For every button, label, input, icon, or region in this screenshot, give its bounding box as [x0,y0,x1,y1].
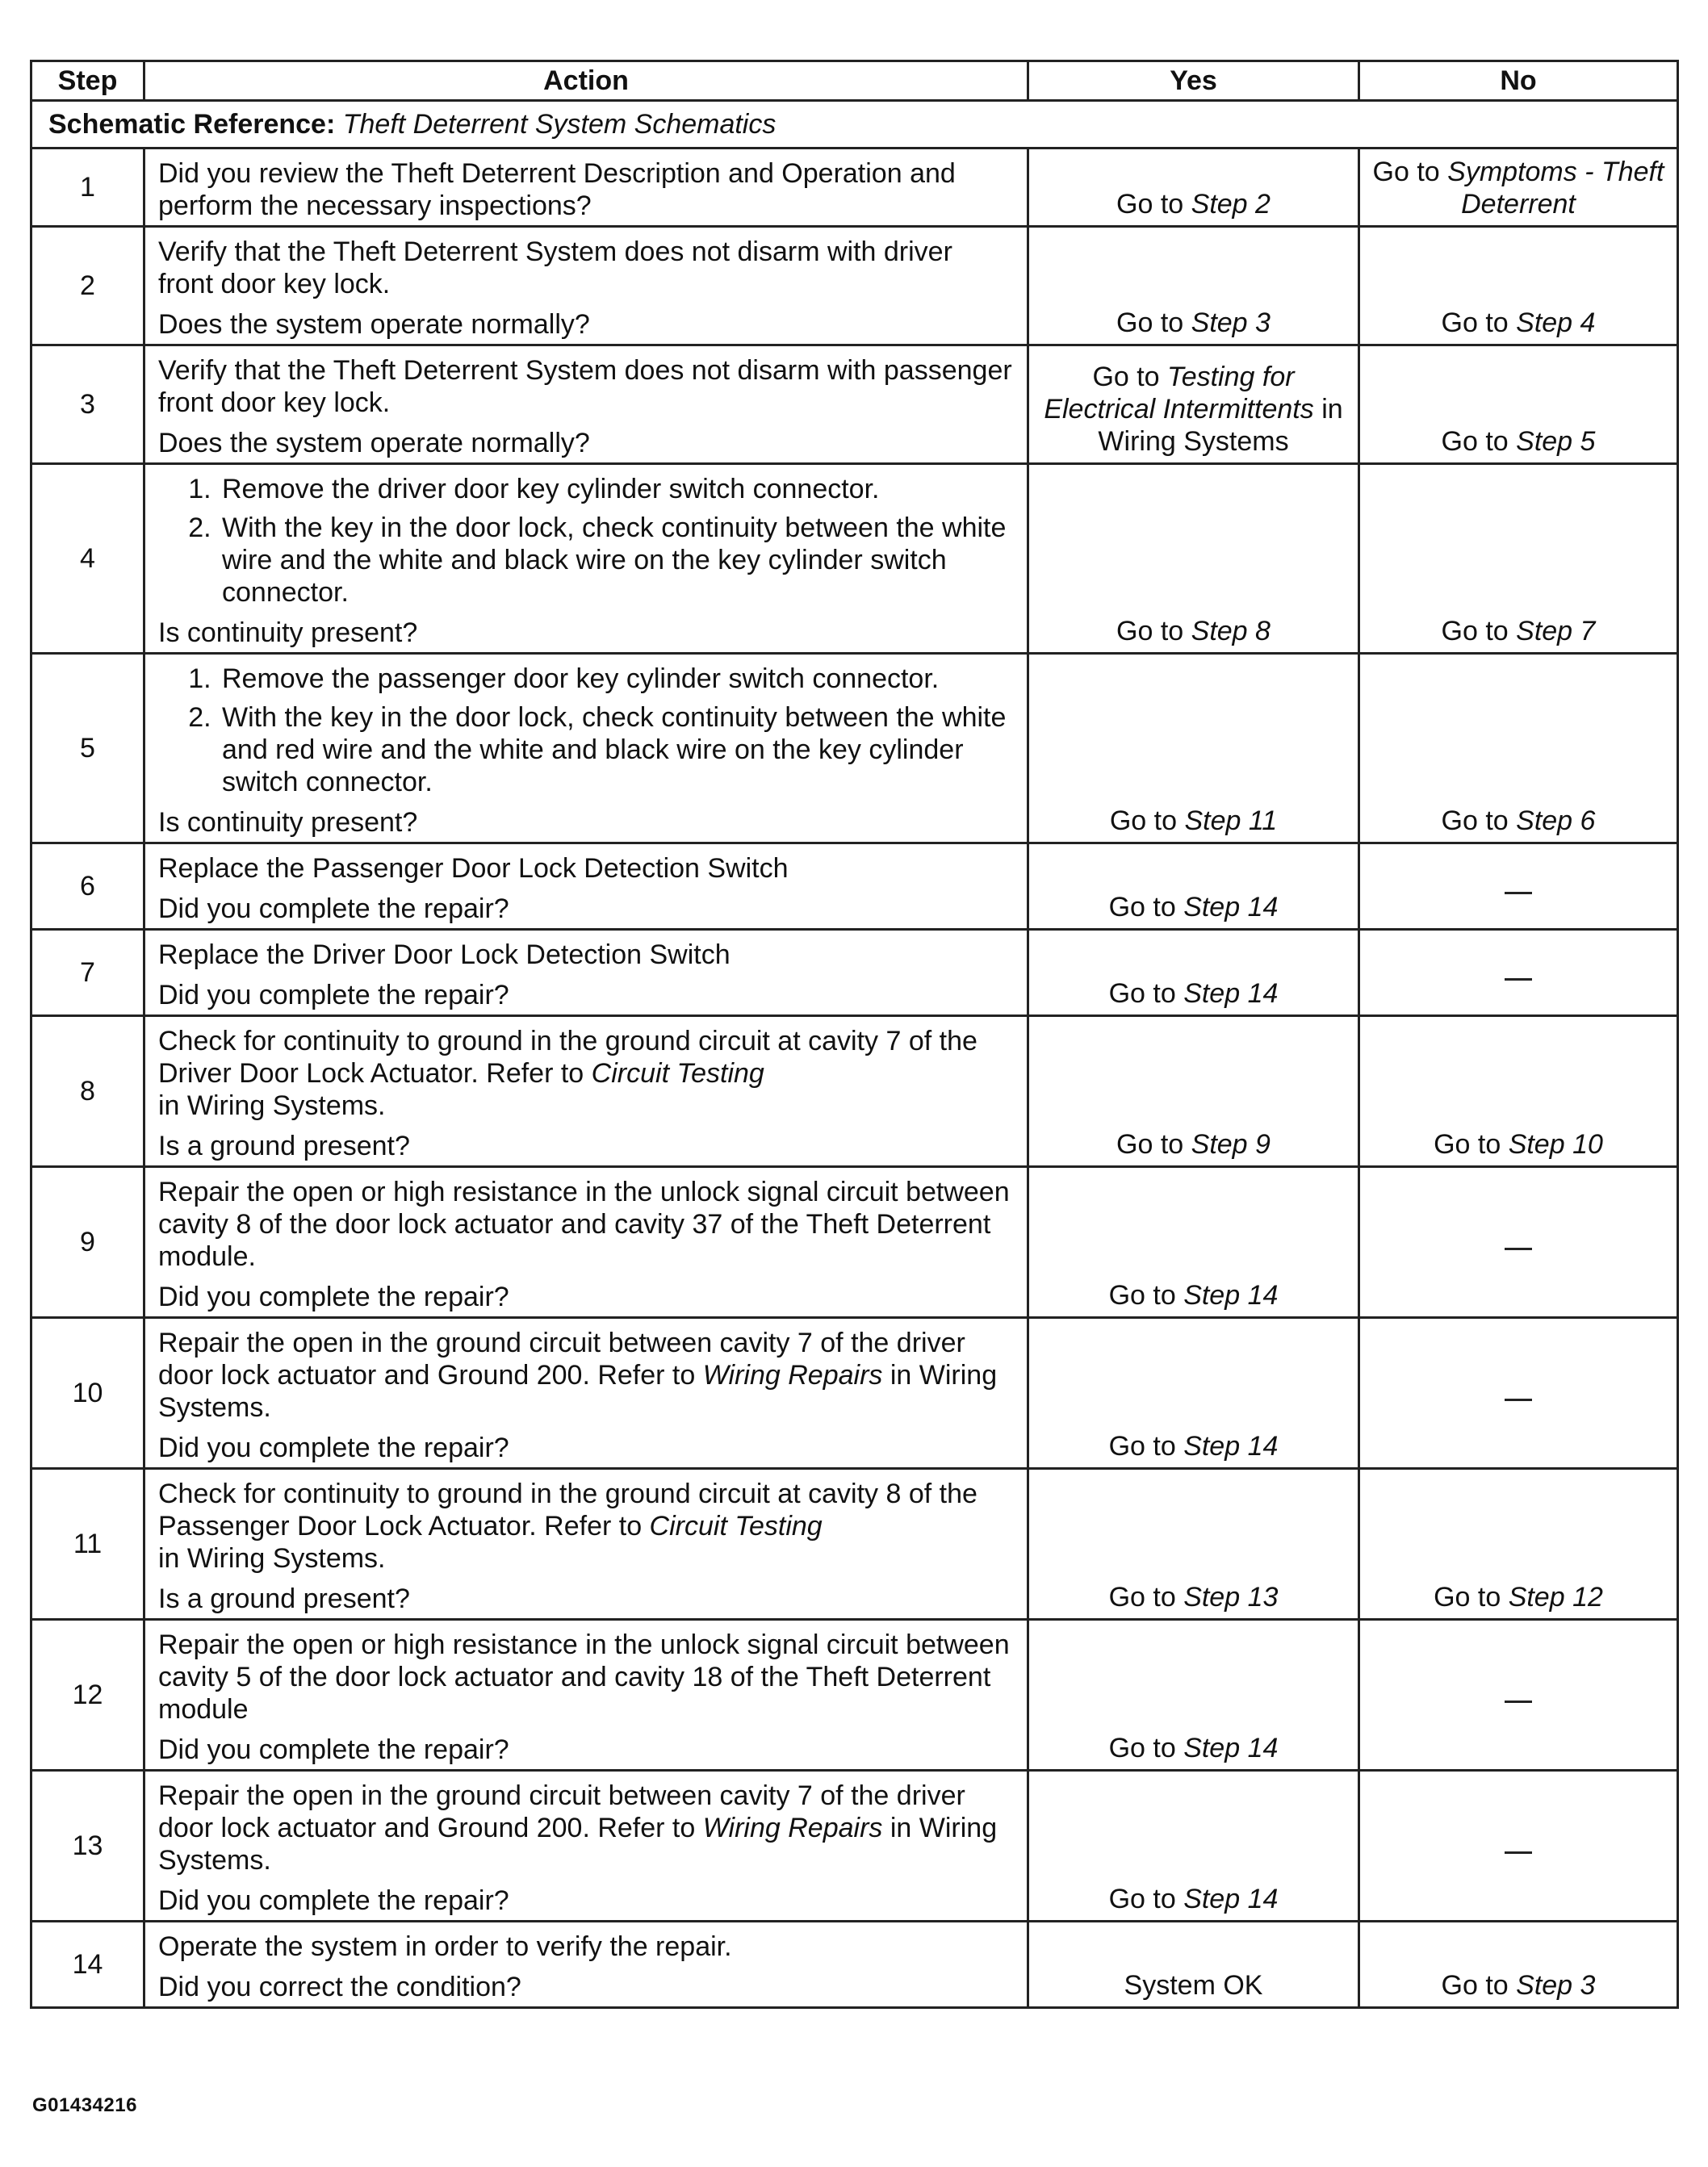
no-result: Go to Symptoms - Theft Deterrent [1359,149,1678,227]
yes-result: Go to Step 14 [1028,1318,1359,1469]
table-row [31,1016,1678,1167]
header-yes: Yes [1028,61,1359,101]
not-applicable-dash [1505,1851,1532,1854]
table-row [31,464,1678,654]
no-result: Go to Step 6 [1359,654,1678,843]
no-result: Go to Step 3 [1359,1922,1678,2008]
table-row [31,1167,1678,1318]
action-text: 1. Remove the passenger door key cylinder switch connector. 2. With the key in the door lock, check continuity between the white and red wire and the white and black wire on the key cylinder switch connector. Is continuity present? [144,654,1028,843]
yes-result: Go to Step 11 [1028,654,1359,843]
not-applicable-dash [1505,1399,1532,1401]
header-step: Step [31,61,144,101]
action-text: Verify that the Theft Deterrent System does not disarm with passenger front door key lock. Does the system operate normally? [144,345,1028,464]
yes-result: Go to Step 14 [1028,1771,1359,1922]
schematic-reference-label: Schematic Reference: [48,109,336,140]
step-number: 5 [31,654,144,843]
table-row [31,1620,1678,1771]
action-text: 1. Remove the driver door key cylinder switch connector. 2. With the key in the door lock, check continuity between the white wire and the white and black wire on the key cylinder switch connector. Is continuity present? [144,464,1028,654]
yes-result: Go to Step 14 [1028,843,1359,930]
table-row [31,1469,1678,1620]
no-result: Go to Step 5 [1359,345,1678,464]
step-number: 9 [31,1167,144,1318]
yes-result: System OK [1028,1922,1359,2008]
table-row [31,654,1678,843]
no-result: Go to Step 12 [1359,1469,1678,1620]
table-row [31,1922,1678,2008]
diagnostic-table [30,60,1679,2009]
action-text: Repair the open in the ground circuit between cavity 7 of the driver door lock actuator and Ground 200. Refer to Wiring Repairs in Wiring Systems. Did you complete the repair? [144,1771,1028,1922]
not-applicable-dash [1505,978,1532,981]
yes-result: Go to Step 2 [1028,149,1359,227]
schematic-reference-cell [31,101,1678,149]
yes-result: Go to Step 14 [1028,1620,1359,1771]
yes-result: Go to Step 9 [1028,1016,1359,1167]
table-row [31,227,1678,345]
no-result [1359,1620,1678,1771]
step-number: 10 [31,1318,144,1469]
step-number: 7 [31,930,144,1016]
no-result: Go to Step 7 [1359,464,1678,654]
header-row [31,61,1678,101]
yes-result: Go to Step 8 [1028,464,1359,654]
no-result [1359,1771,1678,1922]
step-number: 3 [31,345,144,464]
schematic-reference-value: Theft Deterrent System Schematics [342,109,777,140]
table-body [31,101,1678,2008]
yes-result: Go to Step 14 [1028,1167,1359,1318]
step-number: 14 [31,1922,144,2008]
document-id: G01434216 [32,2094,137,2116]
not-applicable-dash [1505,1248,1532,1250]
table-row [31,843,1678,930]
no-result [1359,930,1678,1016]
action-text: Operate the system in order to verify the repair. Did you correct the condition? [144,1922,1028,2008]
yes-result: Go to Step 13 [1028,1469,1359,1620]
no-result: Go to Step 4 [1359,227,1678,345]
not-applicable-dash [1505,892,1532,894]
step-number: 4 [31,464,144,654]
action-text: Replace the Passenger Door Lock Detection Switch Did you complete the repair? [144,843,1028,930]
action-text: Check for continuity to ground in the ground circuit at cavity 7 of the Driver Door Lock Actuator. Refer to Circuit Testing in Wiring Systems. Is a ground present? [144,1016,1028,1167]
action-text: Did you review the Theft Deterrent Description and Operation and perform the necessary inspections? [144,149,1028,227]
not-applicable-dash [1505,1701,1532,1703]
step-number: 13 [31,1771,144,1922]
table-row [31,345,1678,464]
table-row [31,930,1678,1016]
action-text: Repair the open or high resistance in the unlock signal circuit between cavity 5 of the door lock actuator and cavity 18 of the Theft Deterrent module Did you complete the repair? [144,1620,1028,1771]
yes-result: Go to Step 14 [1028,930,1359,1016]
header-action: Action [144,61,1028,101]
table-row [31,1771,1678,1922]
no-result [1359,843,1678,930]
no-result [1359,1318,1678,1469]
table-row [31,1318,1678,1469]
no-result [1359,1167,1678,1318]
action-text: Repair the open or high resistance in the unlock signal circuit between cavity 8 of the door lock actuator and cavity 37 of the Theft Deterrent module. Did you complete the repair? [144,1167,1028,1318]
action-text: Verify that the Theft Deterrent System does not disarm with driver front door key lock. Does the system operate normally? [144,227,1028,345]
yes-result: Go to Testing for Electrical Intermittents in Wiring Systems [1028,345,1359,464]
yes-result: Go to Step 3 [1028,227,1359,345]
step-number: 1 [31,149,144,227]
step-number: 12 [31,1620,144,1771]
header-no: No [1359,61,1678,101]
action-text: Check for continuity to ground in the ground circuit at cavity 8 of the Passenger Door Lock Actuator. Refer to Circuit Testing in Wiring Systems. Is a ground present? [144,1469,1028,1620]
schematic-reference-row [31,101,1678,149]
action-text: Repair the open in the ground circuit between cavity 7 of the driver door lock actuator and Ground 200. Refer to Wiring Repairs in Wiring Systems. Did you complete the repair? [144,1318,1028,1469]
diagnostic-table-sheet [30,60,1677,2009]
step-number: 11 [31,1469,144,1620]
step-number: 6 [31,843,144,930]
step-number: 8 [31,1016,144,1167]
no-result: Go to Step 10 [1359,1016,1678,1167]
table-row [31,149,1678,227]
action-text: Replace the Driver Door Lock Detection Switch Did you complete the repair? [144,930,1028,1016]
step-number: 2 [31,227,144,345]
